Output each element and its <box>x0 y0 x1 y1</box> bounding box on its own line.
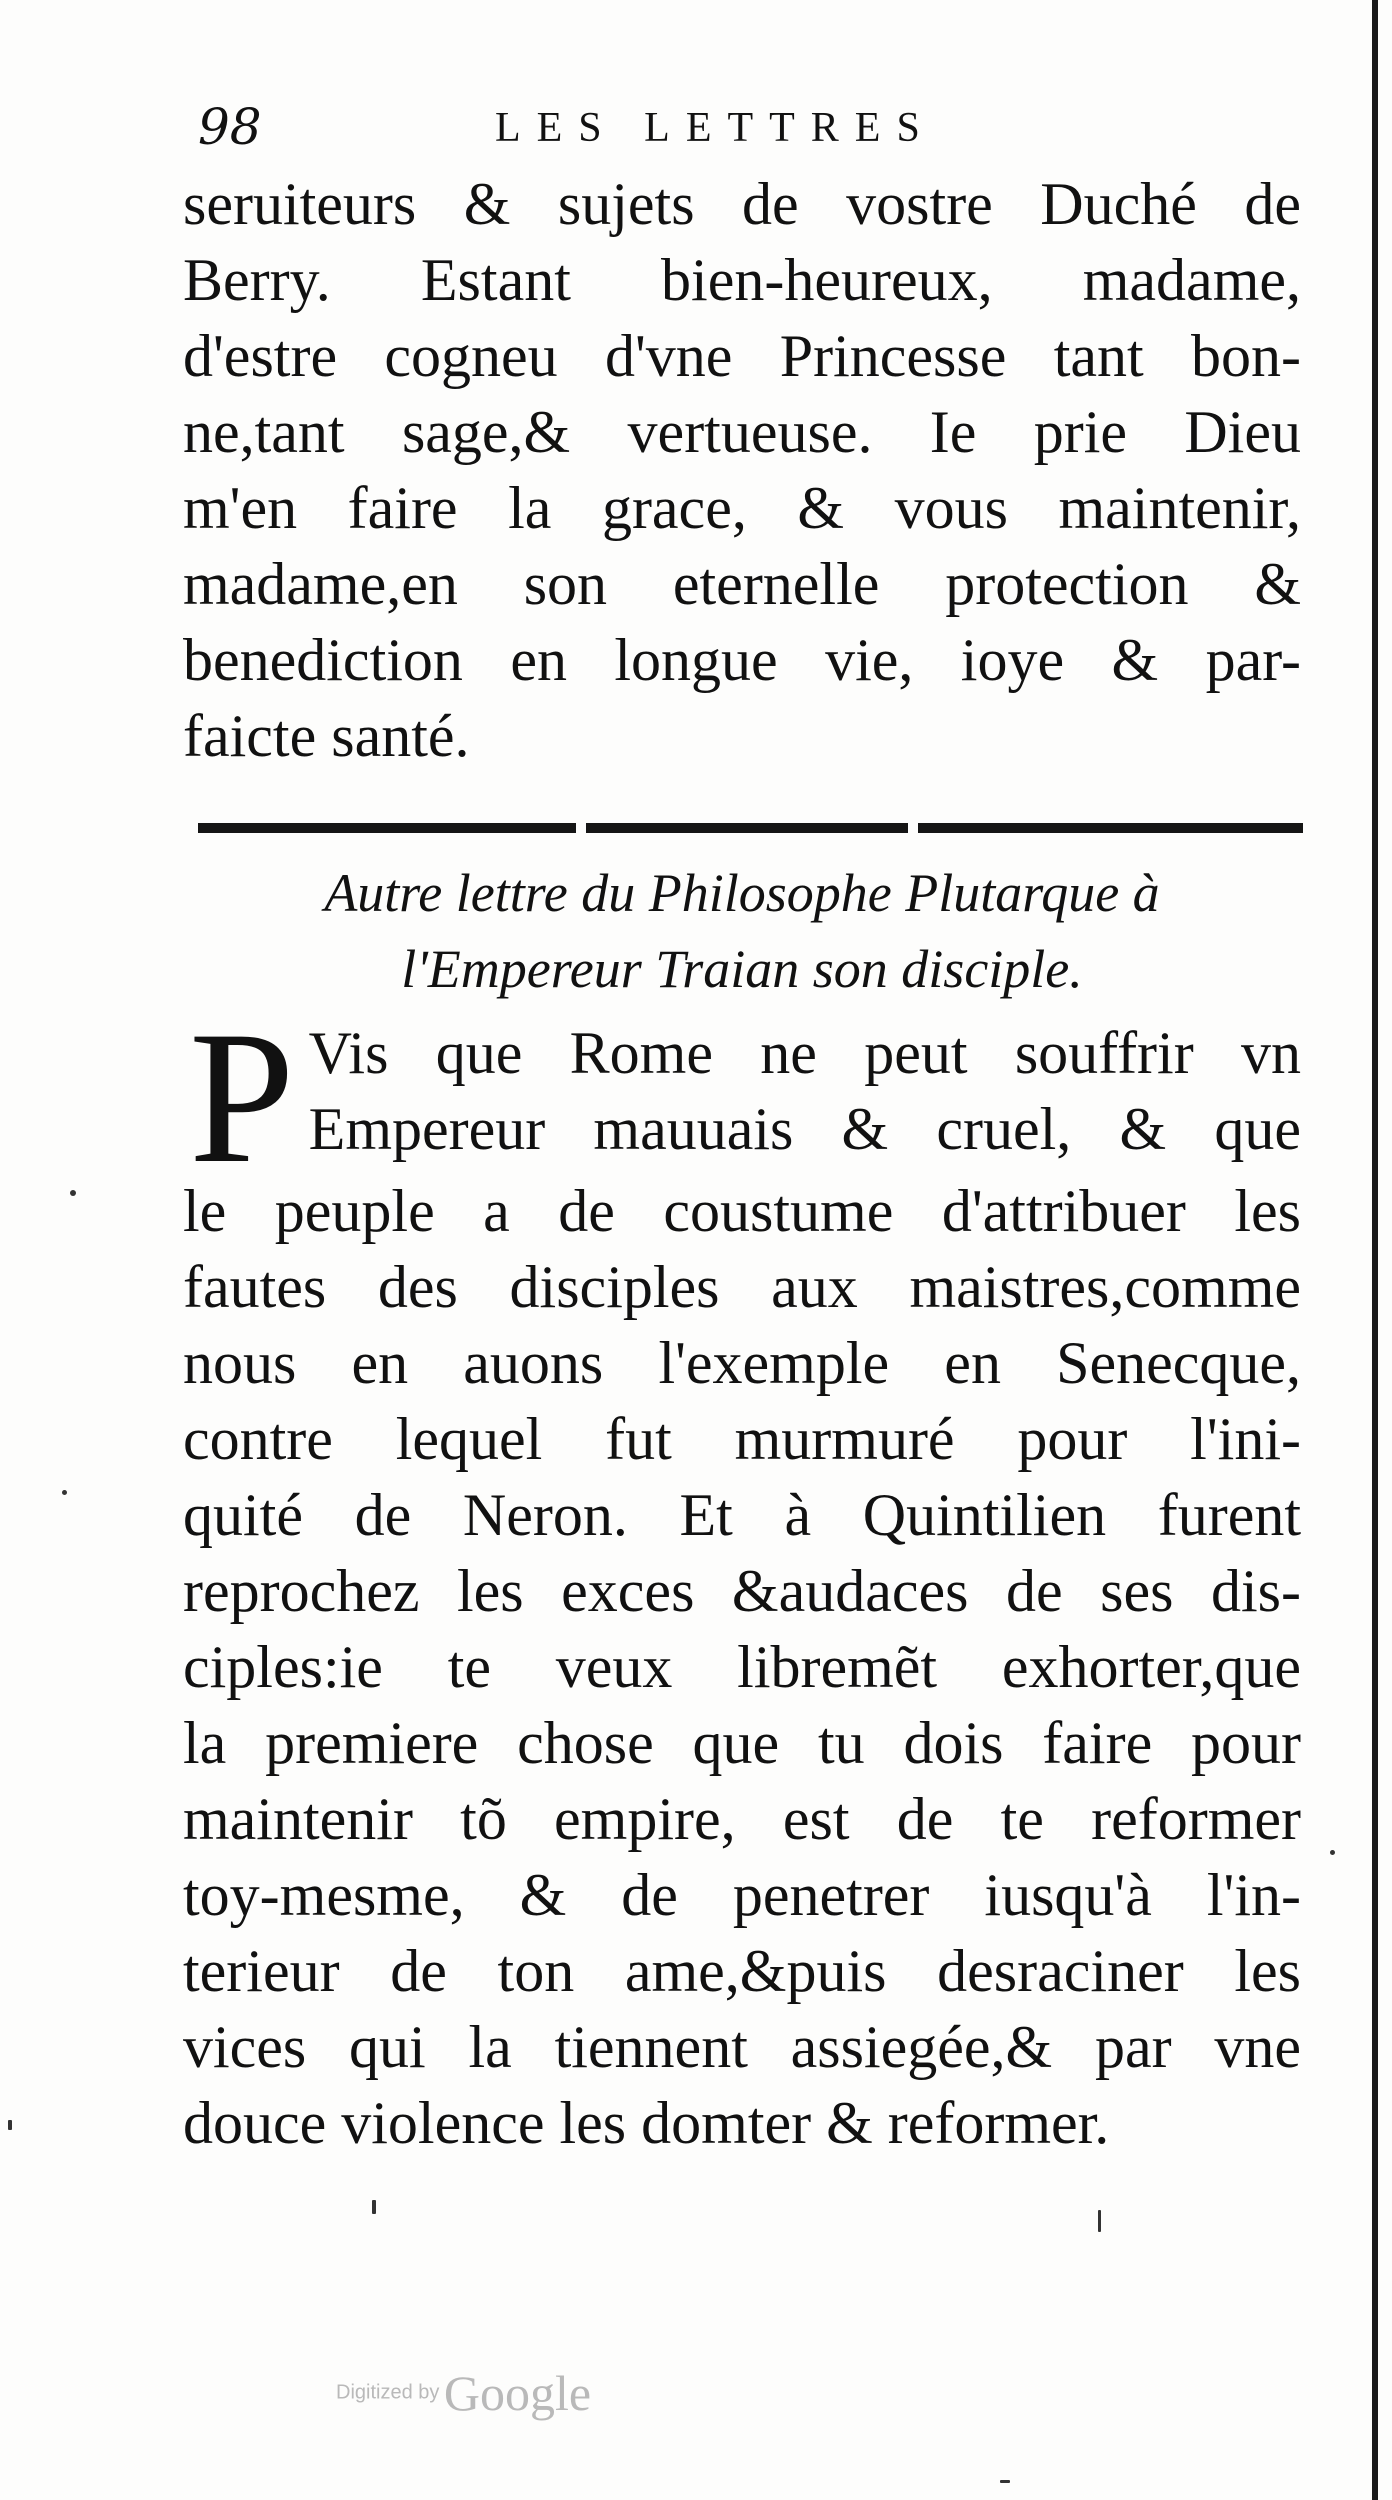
letter-body-text <box>183 993 1301 2161</box>
text-line: fautes des disciples aux maistres,comme <box>183 1254 1301 1320</box>
text-line: la premiere chose que tu dois faire pour <box>183 1710 1301 1776</box>
letter-closing-text <box>183 166 1301 774</box>
text-line: reprochez les exces &audaces de ses dis- <box>183 1558 1301 1624</box>
page-number: 98 <box>198 98 262 156</box>
watermark-prefix: Digitized by <box>336 2381 440 2404</box>
text-line: Empereur mauuais & cruel, & que <box>308 1096 1301 1162</box>
paper-speck <box>1000 2480 1010 2483</box>
paper-speck <box>1098 2210 1101 2232</box>
page-edge-shadow <box>1372 0 1378 2500</box>
text-line: contre lequel fut murmuré pour l'ini- <box>183 1406 1301 1472</box>
text-line: terieur de ton ame,&puis desraciner les <box>183 1938 1301 2004</box>
paper-speck <box>372 2200 376 2214</box>
text-line: douce violence les domter & reformer. <box>183 2090 1110 2156</box>
rule-segment <box>918 823 1303 833</box>
page-header <box>190 92 1310 162</box>
text-line: Vis que Rome ne peut souffrir vn <box>308 1020 1301 1086</box>
text-line: faicte santé. <box>183 703 470 769</box>
text-line: benediction en longue vie, ioye & par- <box>183 627 1301 693</box>
running-title: LES LETTRES <box>495 105 936 151</box>
text-line: d'estre cogneu d'vne Princesse tant bon- <box>183 323 1301 389</box>
paper-speck <box>1330 1850 1335 1855</box>
text-line: madame,en son eternelle protection & <box>183 551 1301 617</box>
paper-speck <box>70 1190 76 1196</box>
text-line: toy-mesme, & de penetrer iusqu'à l'in- <box>183 1862 1301 1928</box>
section-divider-rule <box>198 823 1303 835</box>
digitized-by-google-watermark <box>336 2364 591 2422</box>
text-line: m'en faire la grace, & vous maintenir, <box>183 475 1301 541</box>
text-line: vices qui la tiennent assiegée,& par vne <box>183 2014 1301 2080</box>
text-line: ne,tant sage,& vertueuse. Ie prie Dieu <box>183 399 1301 465</box>
text-line: Berry. Estant bien-heureux, madame, <box>183 247 1301 313</box>
text-line: nous en auons l'exemple en Senecque, <box>183 1330 1301 1396</box>
paper-speck <box>8 2120 12 2130</box>
google-logo-text: Google <box>443 2365 592 2421</box>
text-line: quité de Neron. Et à Quintilien furent <box>183 1482 1301 1548</box>
text-line: seruiteurs & sujets de vostre Duché de <box>183 171 1301 237</box>
letter-heading <box>183 855 1301 1007</box>
rule-segment <box>586 823 908 833</box>
paper-speck <box>62 1490 67 1495</box>
rule-segment <box>198 823 576 833</box>
drop-capital: P <box>189 993 295 1203</box>
heading-line-2: l'Empereur Traian son disciple. <box>401 939 1083 999</box>
text-line: maintenir tõ empire, est de te reformer <box>183 1786 1301 1852</box>
text-line: ciples:ie te veux libremẽt exhorter,que <box>183 1634 1301 1700</box>
text-line: le peuple a de coustume d'attribuer les <box>183 1178 1301 1244</box>
heading-line-1: Autre lettre du Philosophe Plutarque à <box>324 863 1160 923</box>
